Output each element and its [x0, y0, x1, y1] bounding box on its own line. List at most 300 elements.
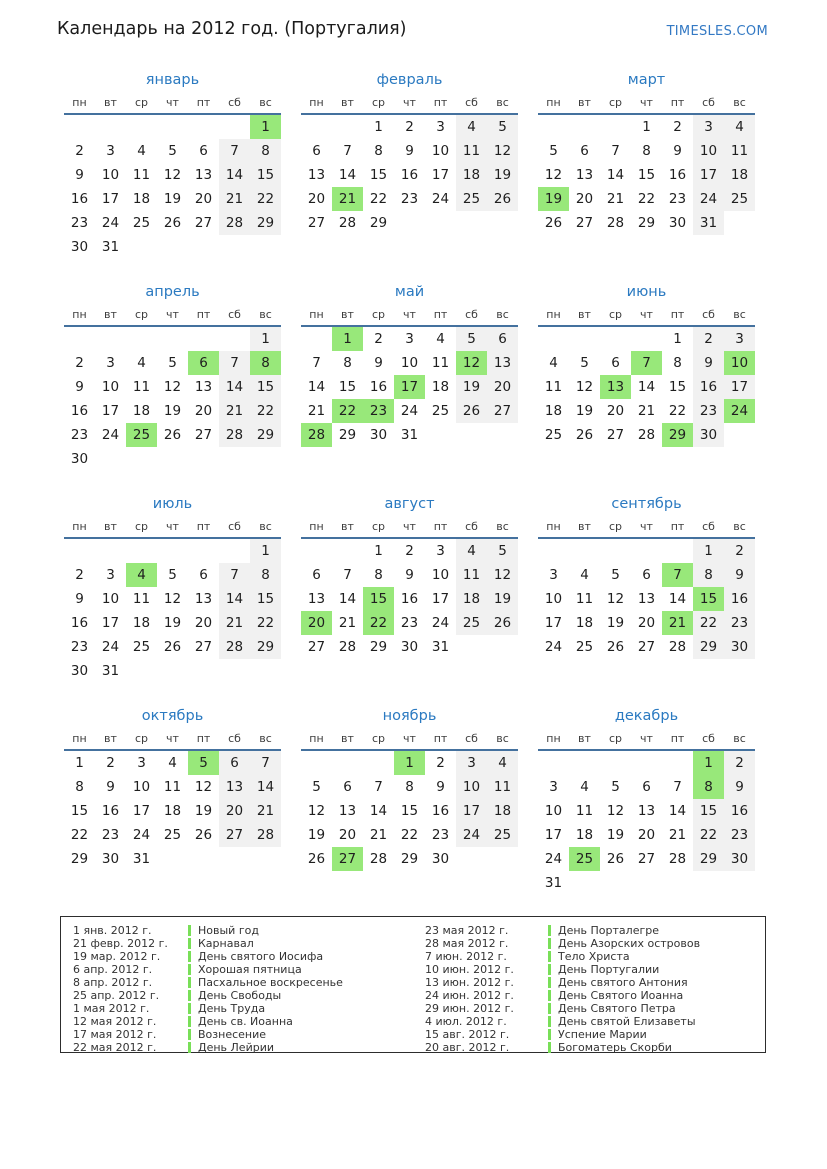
holiday-day-cell: 19 [538, 187, 569, 211]
legend-row [61, 950, 413, 963]
day-cell: 19 [606, 615, 625, 631]
weekday-label: пт [196, 520, 211, 533]
day-cell: 21 [307, 403, 326, 419]
day-cell: 9 [374, 355, 383, 371]
month-june [538, 282, 755, 494]
day-cell: 11 [575, 803, 594, 819]
day-cell: 9 [724, 775, 755, 799]
week-row [538, 635, 755, 659]
day-cell: 24 [101, 215, 120, 231]
holiday-day-cell: 7 [631, 351, 662, 375]
weekday-label: вт [104, 96, 117, 109]
day-cell: 7 [312, 355, 321, 371]
legend-date: 21 февр. 2012 г. [73, 937, 168, 950]
holiday-day-cell: 17 [394, 375, 425, 399]
day-cell: 13 [194, 167, 213, 183]
day-cell: 5 [611, 567, 620, 583]
day-cell: 17 [544, 615, 563, 631]
week-row [301, 115, 518, 139]
day-cell: 22 [693, 823, 724, 847]
day-cell: 22 [637, 191, 656, 207]
legend-row [413, 937, 765, 950]
holiday-day-cell: 5 [188, 751, 219, 775]
legend-holiday-name: День св. Иоанна [198, 1015, 293, 1028]
day-cell: 8 [642, 143, 651, 159]
site-link[interactable]: TIMESLES.COM [666, 24, 768, 39]
day-cell: 28 [606, 215, 625, 231]
day-cell: 13 [219, 775, 250, 799]
day-cell: 26 [487, 187, 518, 211]
day-cell: 7 [219, 139, 250, 163]
day-cell-empty [64, 327, 95, 351]
day-cell-empty [157, 539, 188, 563]
day-cell: 4 [436, 331, 445, 347]
weekday-label: пн [546, 520, 561, 533]
day-cell: 6 [611, 355, 620, 371]
day-cell: 21 [668, 827, 687, 843]
week-row [538, 587, 755, 611]
day-cell: 12 [194, 779, 213, 795]
day-cell: 18 [456, 587, 487, 611]
day-cell: 13 [307, 591, 326, 607]
weekday-label: сб [702, 520, 715, 533]
month-days [538, 327, 755, 447]
week-row [64, 587, 281, 611]
day-cell: 17 [724, 375, 755, 399]
day-cell: 30 [724, 847, 755, 871]
day-cell: 31 [544, 875, 563, 891]
holiday-day-cell: 21 [332, 187, 363, 211]
day-cell: 30 [70, 663, 89, 679]
day-cell: 23 [431, 827, 450, 843]
legend-holiday-name: Пасхальное воскресенье [198, 976, 343, 989]
day-cell: 8 [673, 355, 682, 371]
day-cell: 10 [431, 143, 450, 159]
day-cell: 25 [431, 403, 450, 419]
weekday-label: пт [670, 96, 685, 109]
day-cell: 14 [219, 163, 250, 187]
weekday-label: пн [72, 96, 87, 109]
holiday-marker-icon [548, 1029, 551, 1040]
day-cell: 30 [400, 639, 419, 655]
day-cell-empty [569, 539, 600, 563]
day-cell: 21 [219, 611, 250, 635]
day-cell: 2 [405, 119, 414, 135]
day-cell: 11 [487, 775, 518, 799]
day-cell: 10 [101, 591, 120, 607]
holiday-marker-icon [188, 1003, 191, 1014]
month-days [64, 751, 281, 871]
day-cell: 19 [575, 403, 594, 419]
day-cell: 1 [673, 331, 682, 347]
day-cell: 3 [106, 355, 115, 371]
day-cell: 27 [307, 639, 326, 655]
weekday-label: вс [496, 96, 509, 109]
day-cell: 11 [456, 563, 487, 587]
legend-holiday-name: День святой Елизаветы [558, 1015, 696, 1028]
day-cell: 15 [369, 167, 388, 183]
day-cell: 9 [106, 779, 115, 795]
day-cell: 14 [338, 167, 357, 183]
holiday-marker-icon [548, 925, 551, 936]
week-row [301, 399, 518, 423]
day-cell: 11 [456, 139, 487, 163]
week-row [301, 775, 518, 799]
holiday-day-cell: 7 [662, 563, 693, 587]
week-row [301, 799, 518, 823]
month-november [301, 706, 518, 918]
legend-holiday-name: Успение Марии [558, 1028, 647, 1041]
week-row [538, 139, 755, 163]
legend-row [413, 989, 765, 1002]
day-cell: 19 [487, 163, 518, 187]
day-cell: 2 [106, 755, 115, 771]
holiday-marker-icon [548, 990, 551, 1001]
weekday-label: вс [496, 520, 509, 533]
day-cell: 12 [487, 139, 518, 163]
day-cell: 19 [194, 803, 213, 819]
legend-row [413, 1041, 765, 1054]
day-cell-empty [301, 751, 332, 775]
day-cell: 3 [106, 143, 115, 159]
weekday-label: ср [371, 732, 386, 745]
day-cell: 15 [250, 375, 281, 399]
day-cell: 6 [312, 143, 321, 159]
legend-holiday-name: Богоматерь Скорби [558, 1041, 672, 1054]
day-cell-empty [188, 327, 219, 351]
holiday-marker-icon [188, 951, 191, 962]
day-cell: 17 [101, 403, 120, 419]
weekday-label: пт [670, 520, 685, 533]
month-title: сентябрь [611, 496, 682, 512]
weekday-label: вт [341, 308, 354, 321]
day-cell: 9 [75, 591, 84, 607]
weekday-label: пн [309, 308, 324, 321]
week-row [538, 871, 755, 895]
week-row [538, 375, 755, 399]
week-row [538, 751, 755, 775]
legend-holiday-name: День Азорских островов [558, 937, 701, 950]
day-cell: 31 [693, 211, 724, 235]
weekday-label: пт [196, 308, 211, 321]
day-cell: 20 [194, 403, 213, 419]
day-cell: 16 [400, 591, 419, 607]
month-april [64, 282, 281, 494]
day-cell: 28 [637, 427, 656, 443]
day-cell: 28 [219, 211, 250, 235]
day-cell: 16 [431, 803, 450, 819]
week-row [64, 235, 281, 259]
day-cell: 4 [456, 539, 487, 563]
month-title: ноябрь [382, 708, 437, 724]
month-october [64, 706, 281, 918]
day-cell-empty [219, 539, 250, 563]
weekday-label: вт [341, 732, 354, 745]
weekday-header [301, 731, 518, 751]
day-cell: 25 [724, 187, 755, 211]
page-title: Календарь на 2012 год. (Португалия) [57, 19, 407, 39]
day-cell: 1 [75, 755, 84, 771]
legend-holiday-name: День Порталегре [558, 924, 659, 937]
day-cell: 29 [369, 215, 388, 231]
day-cell: 31 [132, 851, 151, 867]
week-row [538, 423, 755, 447]
weekday-label: чт [403, 308, 416, 321]
weekday-label: вс [496, 308, 509, 321]
day-cell: 4 [487, 751, 518, 775]
week-row [301, 635, 518, 659]
day-cell: 14 [307, 379, 326, 395]
day-cell: 6 [199, 143, 208, 159]
legend-date: 13 июн. 2012 г. [425, 976, 514, 989]
holiday-marker-icon [548, 1042, 551, 1053]
weekday-label: ср [608, 520, 623, 533]
day-cell: 21 [219, 187, 250, 211]
day-cell: 26 [544, 215, 563, 231]
day-cell: 4 [456, 115, 487, 139]
day-cell: 15 [338, 379, 357, 395]
day-cell: 11 [724, 139, 755, 163]
day-cell: 4 [137, 143, 146, 159]
holiday-marker-icon [188, 1029, 191, 1040]
day-cell: 29 [693, 847, 724, 871]
week-row [538, 799, 755, 823]
day-cell: 30 [70, 451, 89, 467]
week-row [301, 375, 518, 399]
week-row [64, 635, 281, 659]
week-row [64, 539, 281, 563]
weekday-label: чт [403, 732, 416, 745]
day-cell-empty [538, 539, 569, 563]
day-cell: 18 [487, 799, 518, 823]
holiday-day-cell: 8 [250, 351, 281, 375]
day-cell: 18 [163, 803, 182, 819]
weekday-label: пт [670, 308, 685, 321]
day-cell: 2 [436, 755, 445, 771]
day-cell: 11 [544, 379, 563, 395]
day-cell: 19 [163, 403, 182, 419]
day-cell: 28 [219, 423, 250, 447]
week-row [64, 659, 281, 683]
legend-row [413, 976, 765, 989]
legend-date: 6 апр. 2012 г. [73, 963, 153, 976]
week-row [538, 327, 755, 351]
day-cell: 22 [250, 399, 281, 423]
day-cell: 16 [668, 167, 687, 183]
day-cell: 25 [456, 187, 487, 211]
weekday-label: чт [166, 520, 179, 533]
day-cell: 10 [400, 355, 419, 371]
weekday-label: пн [309, 520, 324, 533]
week-row [301, 423, 518, 447]
day-cell: 26 [606, 639, 625, 655]
day-cell: 25 [132, 215, 151, 231]
day-cell: 16 [693, 375, 724, 399]
day-cell: 22 [70, 827, 89, 843]
holiday-day-cell: 27 [332, 847, 363, 871]
holiday-day-cell: 24 [724, 399, 755, 423]
day-cell: 22 [250, 187, 281, 211]
month-title: август [384, 496, 435, 512]
week-row [538, 775, 755, 799]
day-cell: 2 [75, 143, 84, 159]
week-row [64, 211, 281, 235]
weekday-label: ср [134, 308, 149, 321]
day-cell: 21 [606, 191, 625, 207]
day-cell: 9 [75, 167, 84, 183]
day-cell: 1 [374, 543, 383, 559]
day-cell: 1 [250, 539, 281, 563]
weekday-label: ср [608, 732, 623, 745]
day-cell: 1 [250, 327, 281, 351]
week-row [301, 351, 518, 375]
day-cell: 12 [487, 563, 518, 587]
weekday-label: пн [72, 520, 87, 533]
day-cell-empty [126, 539, 157, 563]
legend-row [61, 976, 413, 989]
week-row [64, 115, 281, 139]
day-cell: 21 [250, 799, 281, 823]
day-cell: 30 [101, 851, 120, 867]
day-cell-empty [662, 539, 693, 563]
day-cell-empty [332, 115, 363, 139]
weekday-label: чт [640, 520, 653, 533]
day-cell: 30 [369, 427, 388, 443]
weekday-label: сб [465, 96, 478, 109]
weekday-label: сб [228, 732, 241, 745]
legend-date: 8 апр. 2012 г. [73, 976, 153, 989]
holiday-day-cell: 1 [250, 115, 281, 139]
legend-row [413, 950, 765, 963]
weekday-label: ср [134, 520, 149, 533]
day-cell: 25 [163, 827, 182, 843]
day-cell: 10 [456, 775, 487, 799]
holiday-day-cell: 20 [301, 611, 332, 635]
weekday-label: чт [640, 308, 653, 321]
day-cell: 3 [137, 755, 146, 771]
weekday-label: вт [578, 96, 591, 109]
day-cell: 5 [168, 567, 177, 583]
legend-holiday-name: День святого Иосифа [198, 950, 324, 963]
day-cell: 18 [132, 615, 151, 631]
holiday-day-cell: 1 [332, 327, 363, 351]
day-cell: 29 [400, 851, 419, 867]
day-cell: 29 [338, 427, 357, 443]
month-title: июль [152, 496, 193, 512]
day-cell: 29 [693, 635, 724, 659]
legend-row [61, 989, 413, 1002]
day-cell: 6 [642, 779, 651, 795]
legend-holiday-name: Карнавал [198, 937, 254, 950]
weekday-label: пт [196, 732, 211, 745]
month-title: январь [145, 72, 200, 88]
legend-holiday-name: День Свободы [198, 989, 282, 1002]
month-february [301, 70, 518, 282]
day-cell: 4 [724, 115, 755, 139]
week-row [301, 139, 518, 163]
weekday-label: пн [72, 732, 87, 745]
day-cell: 21 [338, 615, 357, 631]
legend-date: 22 мая 2012 г. [73, 1041, 157, 1054]
month-days [64, 539, 281, 683]
day-cell: 14 [369, 803, 388, 819]
day-cell: 7 [343, 567, 352, 583]
day-cell-empty [126, 327, 157, 351]
holidays-legend [60, 916, 766, 1053]
day-cell: 23 [668, 191, 687, 207]
day-cell: 17 [431, 591, 450, 607]
day-cell: 15 [693, 799, 724, 823]
weekday-label: вс [733, 732, 746, 745]
weekday-label: вт [104, 732, 117, 745]
week-row [301, 823, 518, 847]
holiday-day-cell: 6 [188, 351, 219, 375]
weekday-label: пн [546, 96, 561, 109]
holiday-day-cell: 23 [363, 399, 394, 423]
week-row [64, 611, 281, 635]
day-cell: 18 [544, 403, 563, 419]
day-cell-empty [662, 751, 693, 775]
day-cell-empty [95, 539, 126, 563]
day-cell: 23 [724, 611, 755, 635]
day-cell: 20 [637, 615, 656, 631]
day-cell: 26 [163, 427, 182, 443]
day-cell: 25 [456, 611, 487, 635]
day-cell: 9 [724, 563, 755, 587]
day-cell: 15 [70, 803, 89, 819]
week-row [538, 823, 755, 847]
day-cell-empty [332, 751, 363, 775]
day-cell: 2 [724, 751, 755, 775]
day-cell: 6 [487, 327, 518, 351]
day-cell: 22 [369, 191, 388, 207]
legend-date: 15 авг. 2012 г. [425, 1028, 510, 1041]
holiday-day-cell: 22 [332, 399, 363, 423]
day-cell: 13 [194, 379, 213, 395]
month-title: май [394, 284, 425, 300]
month-title: март [627, 72, 666, 88]
day-cell: 9 [75, 379, 84, 395]
day-cell-empty [157, 327, 188, 351]
legend-date: 20 авг. 2012 г. [425, 1041, 510, 1054]
weekday-header [538, 95, 755, 115]
day-cell: 2 [75, 567, 84, 583]
holiday-day-cell: 28 [301, 423, 332, 447]
day-cell: 24 [693, 187, 724, 211]
weekday-label: сб [228, 520, 241, 533]
day-cell: 11 [431, 355, 450, 371]
week-row [64, 187, 281, 211]
day-cell: 14 [250, 775, 281, 799]
day-cell-empty [538, 327, 569, 351]
day-cell: 28 [338, 639, 357, 655]
day-cell-empty [219, 115, 250, 139]
holiday-day-cell: 15 [693, 587, 724, 611]
day-cell: 26 [194, 827, 213, 843]
legend-date: 17 мая 2012 г. [73, 1028, 157, 1041]
day-cell: 27 [219, 823, 250, 847]
day-cell-empty [569, 115, 600, 139]
weekday-label: ср [608, 96, 623, 109]
month-title: декабрь [614, 708, 679, 724]
legend-date: 25 апр. 2012 г. [73, 989, 160, 1002]
day-cell-empty [631, 327, 662, 351]
day-cell: 5 [611, 779, 620, 795]
day-cell: 26 [575, 427, 594, 443]
day-cell: 27 [637, 639, 656, 655]
week-row [64, 351, 281, 375]
weekday-label: ср [134, 732, 149, 745]
